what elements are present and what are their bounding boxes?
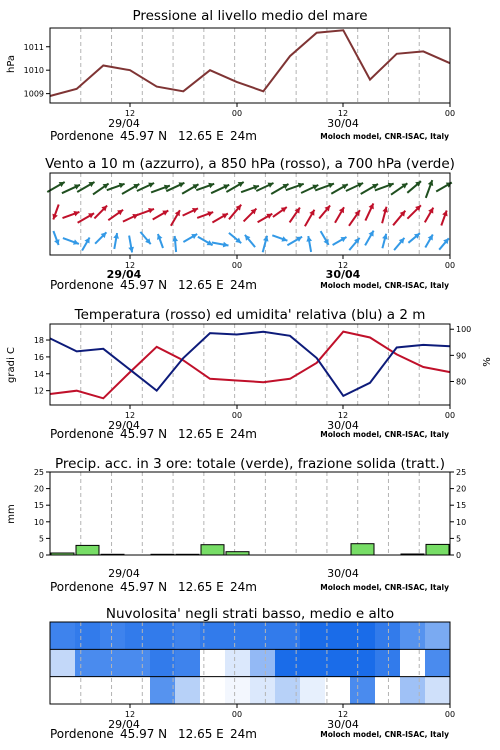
date-label: 29/04 xyxy=(106,268,142,281)
cloud-cell xyxy=(375,677,401,704)
precipitation-gridlines xyxy=(81,472,419,555)
latitude-label: 45.97 N xyxy=(120,580,168,594)
date-label: 29/04 xyxy=(108,718,140,731)
x-tick-label: 00 xyxy=(444,109,456,118)
elevation-label: 24m xyxy=(230,427,257,441)
cloud-cell xyxy=(375,622,401,649)
precipitation-y-ticks-left xyxy=(34,468,50,560)
y2-tick-label: 25 xyxy=(456,468,467,477)
model-credit: Moloch model, CNR-ISAC, Italy xyxy=(320,730,449,739)
y-tick-label: 0 xyxy=(38,551,44,560)
cloud-cell xyxy=(250,677,276,704)
precipitation-date-labels xyxy=(108,567,359,580)
cloud-cell xyxy=(275,622,301,649)
precip-bar xyxy=(426,544,449,555)
cloud-cell xyxy=(75,677,101,704)
precip-bar xyxy=(76,545,99,555)
x-tick-label: 12 xyxy=(337,710,349,719)
location-name: Pordenone xyxy=(50,129,114,143)
x-tick-label: 12 xyxy=(124,411,136,420)
y-tick-label: 1010 xyxy=(23,66,44,76)
cloud-cell xyxy=(100,622,126,649)
cloud-cell xyxy=(400,649,426,676)
precip-bar xyxy=(201,545,224,555)
cloud-cell xyxy=(300,622,326,649)
cloud-cell xyxy=(325,622,351,649)
cloud-panel xyxy=(50,606,455,741)
model-credit: Moloch model, CNR-ISAC, Italy xyxy=(320,132,449,141)
precipitation-y-ticks-right xyxy=(450,468,466,560)
cloud-cell xyxy=(350,649,376,676)
temperature-panel xyxy=(6,307,493,441)
precipitation-panel xyxy=(6,456,466,594)
pressure-plot-frame xyxy=(50,28,450,103)
y-tick-label: 18 xyxy=(33,336,44,346)
latitude-label: 45.97 N xyxy=(120,727,168,741)
x-tick-label: 12 xyxy=(124,710,136,719)
humidity-series-line xyxy=(50,332,450,396)
precipitation-y-axis-label: mm xyxy=(6,504,17,524)
longitude-label: 12.65 E xyxy=(178,278,224,292)
pressure-panel xyxy=(6,8,455,143)
longitude-label: 12.65 E xyxy=(178,427,224,441)
pressure-series-line xyxy=(50,30,450,96)
wind-arrows xyxy=(47,180,452,252)
date-label: 30/04 xyxy=(327,567,359,580)
y-tick-label: 5 xyxy=(38,534,44,544)
y-tick-label: 14 xyxy=(33,369,44,379)
temperature-y-ticks xyxy=(34,336,50,396)
cloud-cell xyxy=(175,677,201,704)
y2-tick-label: 20 xyxy=(456,484,467,494)
x-tick-label: 12 xyxy=(124,261,136,270)
precip-bar xyxy=(351,544,374,555)
y2-tick-label: 90 xyxy=(456,351,467,361)
y-tick-label: 10 xyxy=(33,517,44,527)
x-tick-label: 00 xyxy=(444,710,456,719)
cloud-cell xyxy=(75,649,101,676)
cloud-cell xyxy=(425,622,451,649)
cloud-cell xyxy=(250,622,276,649)
cloud-cell xyxy=(300,649,326,676)
temperature-chart-title: Temperatura (rosso) ed umidita' relativa (blu) a 2 m xyxy=(74,307,426,323)
temperature-y-axis-label: gradi C xyxy=(6,347,17,383)
model-credit: Moloch model, CNR-ISAC, Italy xyxy=(320,430,449,439)
date-label: 30/04 xyxy=(327,419,359,432)
y-tick-label: 15 xyxy=(33,501,44,511)
cloud-cell xyxy=(400,622,426,649)
latitude-label: 45.97 N xyxy=(120,129,168,143)
cloud-cell xyxy=(125,622,151,649)
pressure-y-axis-label: hPa xyxy=(6,54,17,74)
cloud-cell xyxy=(350,677,376,704)
pressure-x-ticks xyxy=(125,103,455,118)
x-tick-label: 00 xyxy=(444,261,456,270)
wind-panel xyxy=(45,156,455,292)
longitude-label: 12.65 E xyxy=(178,129,224,143)
temperature-location-info xyxy=(50,427,449,441)
longitude-label: 12.65 E xyxy=(178,580,224,594)
model-credit: Moloch model, CNR-ISAC, Italy xyxy=(320,281,449,290)
date-label: 30/04 xyxy=(327,117,359,130)
location-name: Pordenone xyxy=(50,727,114,741)
precipitation-chart-title: Precip. acc. in 3 ore: totale (verde), frazione solida (tratt.) xyxy=(55,456,445,472)
elevation-label: 24m xyxy=(230,727,257,741)
date-label: 29/04 xyxy=(108,117,140,130)
elevation-label: 24m xyxy=(230,278,257,292)
location-name: Pordenone xyxy=(50,427,114,441)
date-label: 30/04 xyxy=(325,268,361,281)
elevation-label: 24m xyxy=(230,129,257,143)
y-tick-label: 16 xyxy=(33,352,44,362)
x-tick-label: 12 xyxy=(337,261,349,270)
x-tick-label: 00 xyxy=(231,710,243,719)
cloud-cell xyxy=(100,677,126,704)
cloud-cell xyxy=(325,677,351,704)
humidity-y-ticks xyxy=(450,325,471,386)
cloud-cell xyxy=(325,649,351,676)
y-tick-label: 12 xyxy=(33,386,44,396)
precipitation-location-info xyxy=(50,580,449,594)
cloud-cell xyxy=(175,649,201,676)
y-tick-label: 20 xyxy=(33,484,44,494)
pressure-location-info xyxy=(50,129,449,143)
wind-chart-title: Vento a 10 m (azzurro), a 850 hPa (rosso), a 700 hPa (verde) xyxy=(45,156,455,172)
date-label: 29/04 xyxy=(108,419,140,432)
cloud-cell xyxy=(50,622,76,649)
cloud-cell xyxy=(150,649,176,676)
cloud-cell xyxy=(125,677,151,704)
pressure-chart-title: Pressione al livello medio del mare xyxy=(132,8,368,24)
cloud-cell xyxy=(75,622,101,649)
cloud-location-info xyxy=(50,727,449,741)
wind-series-0 xyxy=(47,180,452,198)
y-tick-label: 1009 xyxy=(23,89,44,99)
precipitation-plot-frame xyxy=(50,472,450,555)
x-tick-label: 12 xyxy=(337,109,349,118)
humidity-y-axis-label: % xyxy=(482,357,493,367)
cloud-cell xyxy=(275,677,301,704)
location-name: Pordenone xyxy=(50,580,114,594)
pressure-gridlines xyxy=(81,28,419,103)
cloud-x-ticks xyxy=(125,704,455,719)
cloud-cell xyxy=(375,649,401,676)
pressure-y-ticks xyxy=(24,43,50,99)
cloud-cell xyxy=(175,622,201,649)
precipitation-bars xyxy=(51,544,449,555)
cloud-cell xyxy=(125,649,151,676)
y2-tick-label: 10 xyxy=(456,517,467,527)
cloud-cell xyxy=(250,649,276,676)
cloud-cell xyxy=(350,622,376,649)
x-tick-label: 00 xyxy=(231,411,243,420)
x-tick-label: 00 xyxy=(444,411,456,420)
date-label: 29/04 xyxy=(108,567,140,580)
y2-tick-label: 0 xyxy=(456,551,462,560)
y2-tick-label: 15 xyxy=(456,501,467,511)
cloud-cell xyxy=(50,649,76,676)
y2-tick-label: 100 xyxy=(456,325,472,335)
latitude-label: 45.97 N xyxy=(120,427,168,441)
y-tick-label: 1011 xyxy=(23,42,44,52)
cloud-chart-title: Nuvolosita' negli strati basso, medio e alto xyxy=(105,606,395,622)
elevation-label: 24m xyxy=(230,580,257,594)
cloud-cell xyxy=(100,649,126,676)
longitude-label: 12.65 E xyxy=(178,727,224,741)
cloud-cell xyxy=(425,677,451,704)
temperature-x-ticks xyxy=(125,405,455,420)
x-tick-label: 00 xyxy=(231,261,243,270)
wind-location-info xyxy=(50,278,449,292)
cloud-heatmap-cells xyxy=(50,622,451,704)
cloud-cell xyxy=(150,677,176,704)
cloud-cell xyxy=(150,622,176,649)
x-tick-label: 12 xyxy=(337,411,349,420)
cloud-cell xyxy=(225,622,251,649)
cloud-cell xyxy=(225,649,251,676)
y2-tick-label: 80 xyxy=(456,377,467,387)
cloud-cell xyxy=(275,649,301,676)
model-credit: Moloch model, CNR-ISAC, Italy xyxy=(320,583,449,592)
cloud-cell xyxy=(225,677,251,704)
cloud-cell xyxy=(300,677,326,704)
temperature-series-line xyxy=(50,332,450,399)
x-tick-label: 12 xyxy=(124,109,136,118)
y2-tick-label: 5 xyxy=(456,534,462,544)
y-tick-label: 25 xyxy=(33,468,44,477)
cloud-cell xyxy=(50,677,76,704)
wind-x-ticks xyxy=(125,255,455,270)
cloud-cell xyxy=(425,649,451,676)
latitude-label: 45.97 N xyxy=(120,278,168,292)
cloud-cell xyxy=(400,677,426,704)
location-name: Pordenone xyxy=(50,278,114,292)
date-label: 30/04 xyxy=(327,718,359,731)
wind-series-2 xyxy=(53,231,448,253)
x-tick-label: 00 xyxy=(231,109,243,118)
